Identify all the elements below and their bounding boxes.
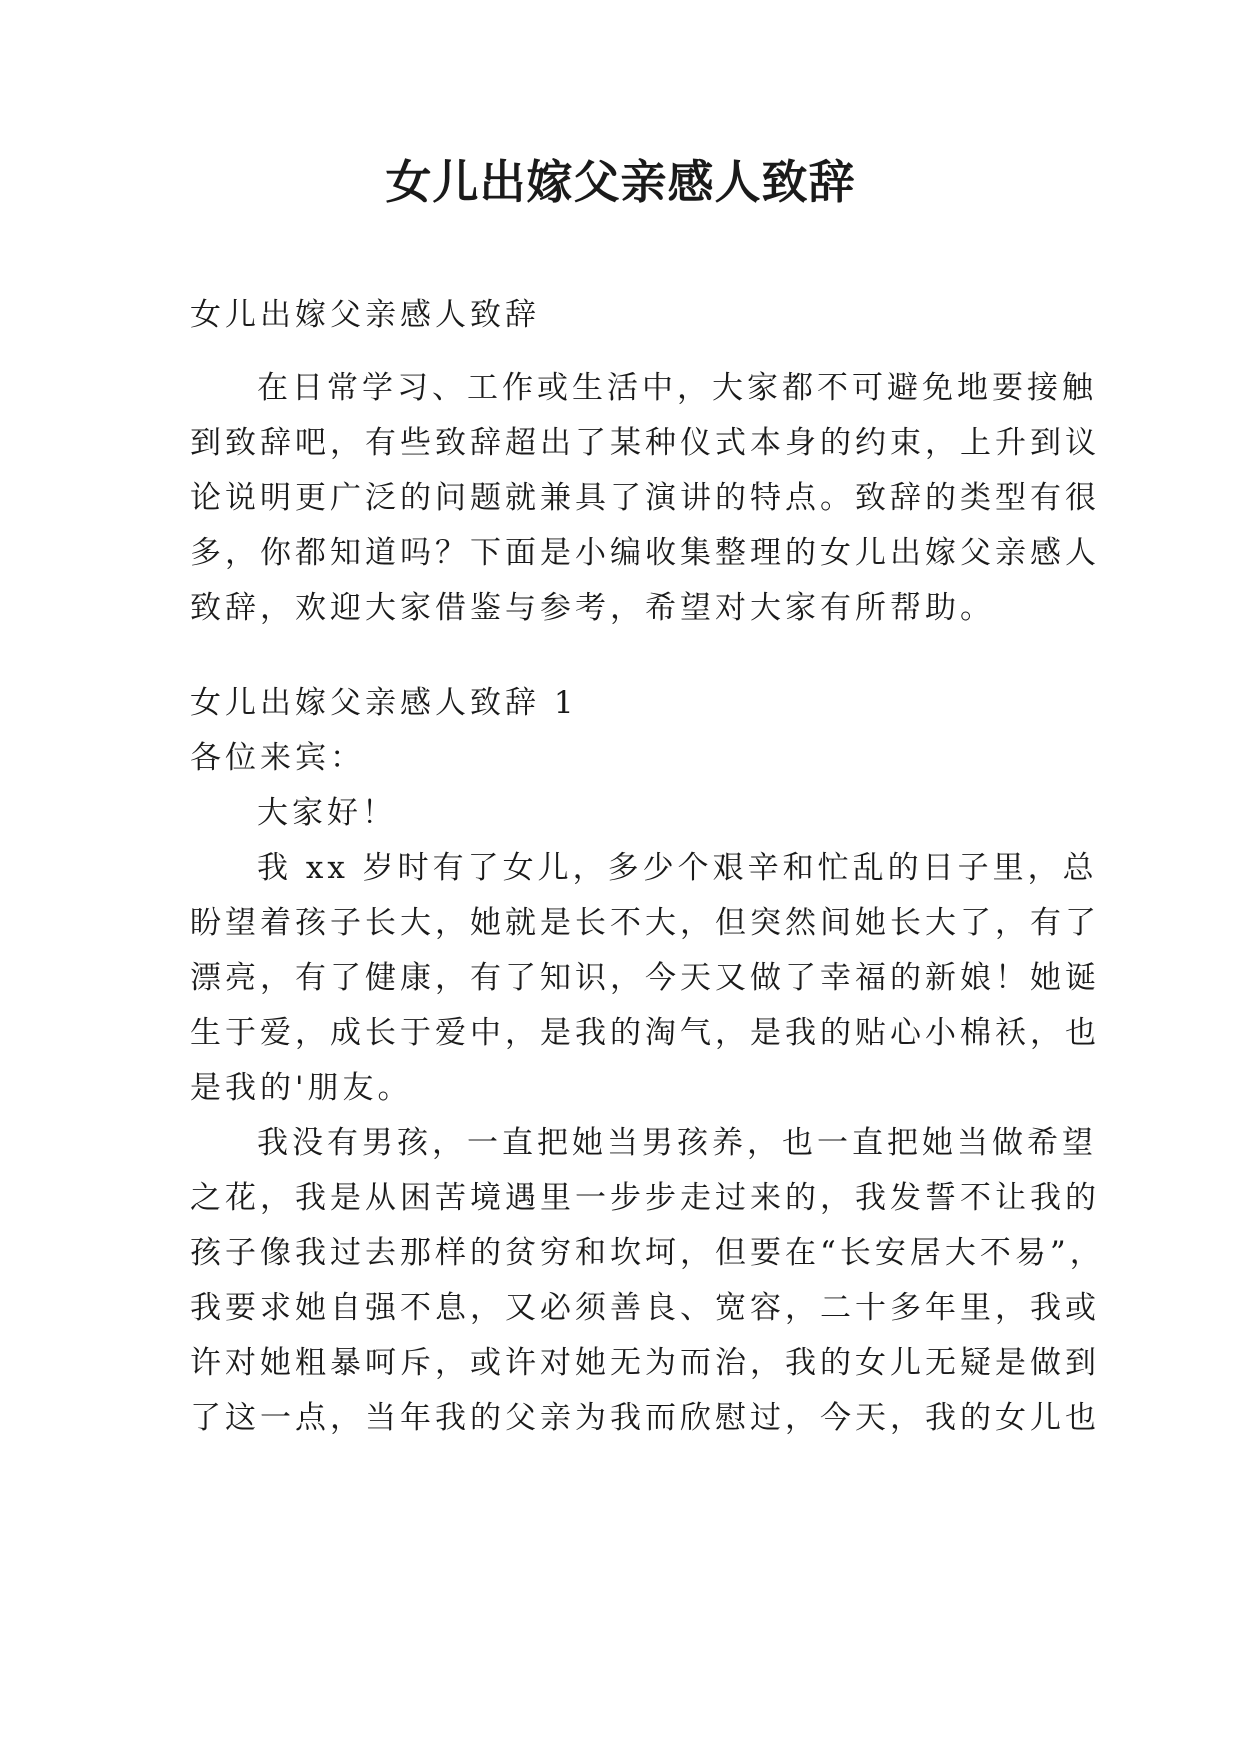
paragraph-line: 生于爱，成长于爱中，是我的淘气，是我的贴心小棉袄，也 — [190, 1015, 1100, 1051]
document-title: 女儿出嫁父亲感人致辞 — [385, 155, 856, 209]
intro-line: 到致辞吧，有些致辞超出了某种仪式本身的约束，上升到议 — [190, 425, 1100, 461]
paragraph-line: 许对她粗暴呵斥，或许对她无为而治，我的女儿无疑是做到 — [190, 1345, 1100, 1381]
paragraph-line: 盼望着孩子长大，她就是长不大，但突然间她长大了，有了 — [190, 905, 1100, 941]
section-heading: 女儿出嫁父亲感人致辞 1 — [190, 685, 578, 721]
paragraph-line: 我要求她自强不息，又必须善良、宽容，二十多年里，我或 — [190, 1290, 1100, 1326]
paragraph-line: 我 xx 岁时有了女儿，多少个艰辛和忙乱的日子里，总 — [257, 850, 1098, 886]
greeting: 大家好！ — [257, 795, 397, 831]
intro-line: 在日常学习、工作或生活中，大家都不可避免地要接触 — [257, 370, 1097, 406]
intro-line: 论说明更广泛的问题就兼具了演讲的特点。致辞的类型有很 — [190, 480, 1100, 516]
paragraph-line: 之花，我是从困苦境遇里一步步走过来的，我发誓不让我的 — [190, 1180, 1100, 1216]
paragraph-line: 漂亮，有了健康，有了知识，今天又做了幸福的新娘！她诞 — [190, 960, 1100, 996]
paragraph-line: 了这一点，当年我的父亲为我而欣慰过，今天，我的女儿也 — [190, 1400, 1100, 1436]
paragraph-line: 是我的'朋友。 — [190, 1070, 413, 1106]
paragraph-line: 我没有男孩，一直把她当男孩养，也一直把她当做希望 — [257, 1125, 1097, 1161]
intro-line: 多，你都知道吗？下面是小编收集整理的女儿出嫁父亲感人 — [190, 535, 1100, 571]
paragraph-line: 孩子像我过去那样的贫穷和坎坷，但要在“长安居大不易”， — [190, 1235, 1105, 1271]
document-subtitle: 女儿出嫁父亲感人致辞 — [190, 297, 540, 333]
intro-line: 致辞，欢迎大家借鉴与参考，希望对大家有所帮助。 — [190, 590, 995, 626]
salutation: 各位来宾： — [190, 740, 365, 776]
